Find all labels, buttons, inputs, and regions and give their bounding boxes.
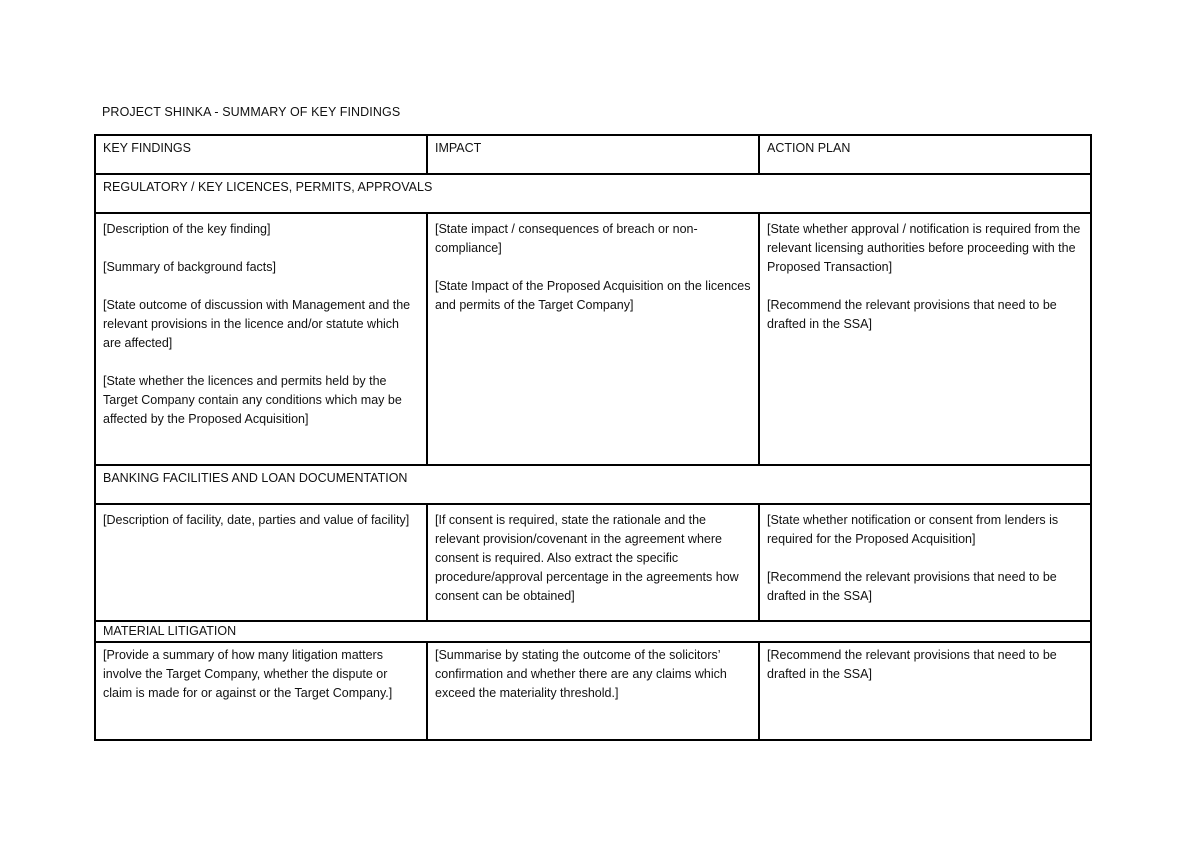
section-heading-regulatory: REGULATORY / KEY LICENCES, PERMITS, APPROVALS (95, 174, 1091, 213)
action-plan-cell (759, 642, 1091, 740)
action-plan-cell (759, 504, 1091, 621)
key-findings-cell (95, 213, 427, 465)
action-plan-text: [Recommend the relevant provisions that need to be drafted in the SSA] (767, 570, 1057, 603)
action-plan-text: [Recommend the relevant provisions that need to be drafted in the SSA] (767, 298, 1057, 331)
header-impact: IMPACT (427, 135, 759, 174)
table-row (95, 504, 1091, 621)
section-heading-row (95, 465, 1091, 504)
action-plan-text: [State whether approval / notification is required from the relevant licensing authorities before proceeding with the Proposed Transaction] (767, 222, 1081, 274)
impact-text: [If consent is required, state the rationale and the relevant provision/covenant in the agreement where consent is required. Also extract the specific procedure/approval percentage in the agreements how consent can be obtained] (435, 513, 739, 603)
impact-text: [State Impact of the Proposed Acquisition on the licences and permits of the Target Company] (435, 279, 751, 312)
section-heading-row (95, 621, 1091, 642)
impact-cell (427, 642, 759, 740)
key-finding-text: [State whether the licences and permits held by the Target Company contain any conditions which may be affected by the Proposed Acquisition] (103, 374, 402, 426)
header-action-plan: ACTION PLAN (759, 135, 1091, 174)
table-header-row (95, 135, 1091, 174)
key-finding-text: [State outcome of discussion with Management and the relevant provisions in the licence and/or statute which are affected] (103, 298, 411, 350)
action-plan-text: [State whether notification or consent from lenders is required for the Proposed Acquisition] (767, 513, 1059, 546)
impact-text: [Summarise by stating the outcome of the solicitors’ confirmation and whether there are any claims which exceed the materiality threshold.] (435, 648, 727, 700)
header-key-findings: KEY FINDINGS (95, 135, 427, 174)
impact-cell (427, 504, 759, 621)
table-row (95, 213, 1091, 465)
document-title: PROJECT SHINKA - SUMMARY OF KEY FINDINGS (102, 105, 401, 119)
key-findings-cell (95, 642, 427, 740)
section-heading-banking: BANKING FACILITIES AND LOAN DOCUMENTATION (95, 465, 1091, 504)
key-finding-text: [Summary of background facts] (103, 260, 276, 274)
section-heading-row (95, 174, 1091, 213)
action-plan-cell (759, 213, 1091, 465)
key-findings-cell (95, 504, 427, 621)
section-heading-litigation: MATERIAL LITIGATION (95, 621, 1091, 642)
action-plan-text: [Recommend the relevant provisions that need to be drafted in the SSA] (767, 648, 1057, 681)
impact-text: [State impact / consequences of breach or non-compliance] (435, 222, 698, 255)
key-finding-text: [Description of the key finding] (103, 222, 271, 236)
key-findings-table (94, 134, 1092, 741)
key-finding-text: [Description of facility, date, parties and value of facility] (103, 513, 410, 527)
table-row (95, 642, 1091, 740)
key-finding-text: [Provide a summary of how many litigation matters involve the Target Company, whether the dispute or claim is made for or against or the Target Company.] (103, 648, 393, 700)
impact-cell (427, 213, 759, 465)
